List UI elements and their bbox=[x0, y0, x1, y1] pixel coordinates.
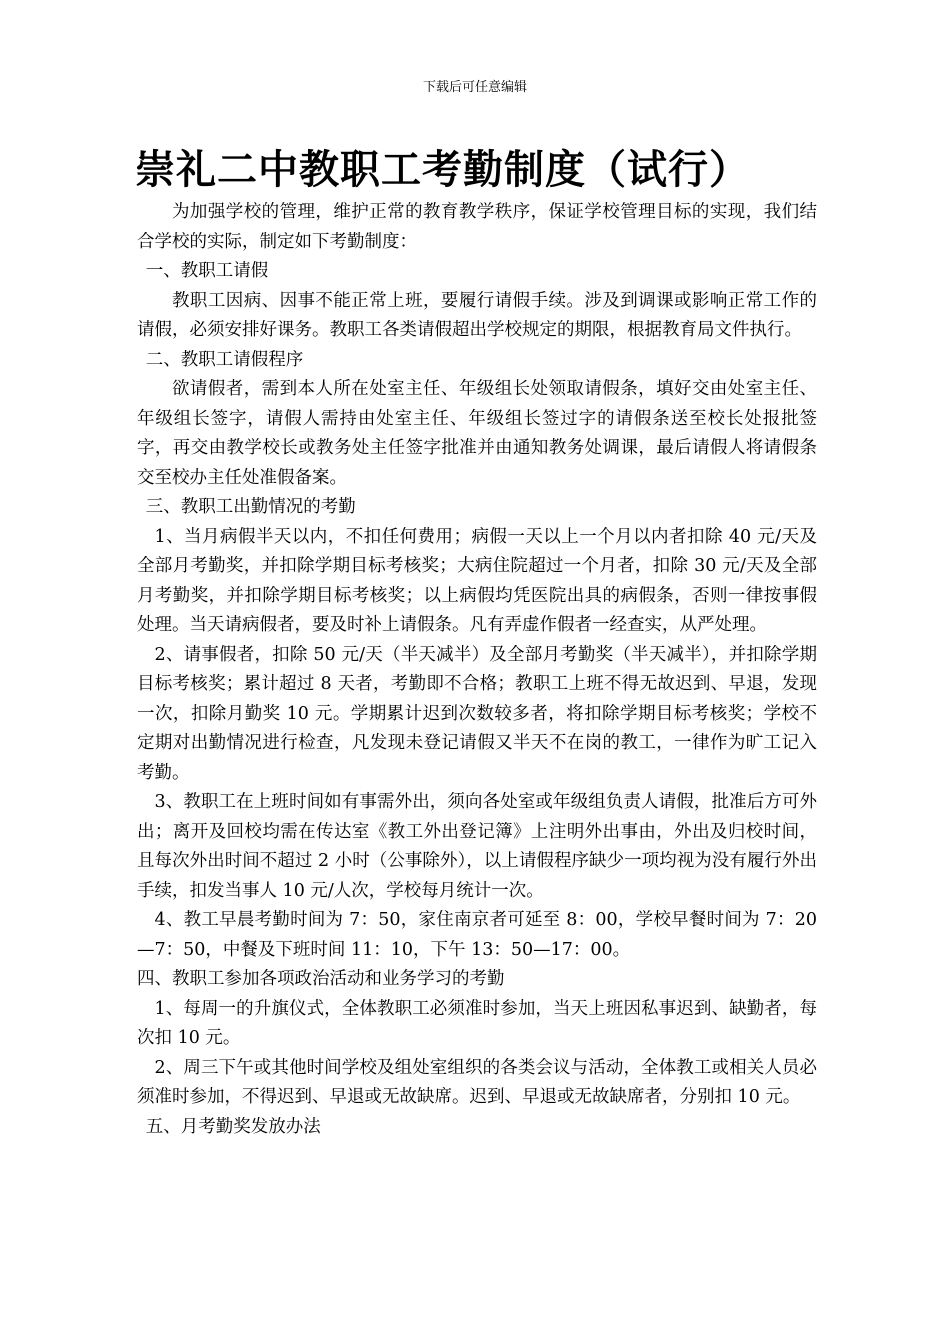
paragraph: 3、教职工在上班时间如有事需外出，须向各处室或年级组负责人请假，批准后方可外出；离开及回校均需在传达室《教工外出登记簿》上注明外出事由，外出及归校时间，且每次外出时间不超过 2 小时（公事除外），以上请假程序缺少一项均视为没有履行外出手续，扣发当事人 10 元/人次，学校每月统计一次。 bbox=[137, 792, 817, 901]
paragraph: 2、周三下午或其他时间学校及组处室组织的各类会议与活动，全体教工或相关人员必须准时参加，不得迟到、早退或无故缺席。迟到、早退或无故缺席者，分别扣 10 元。 bbox=[137, 1057, 817, 1107]
paragraph: 欲请假者，需到本人所在处室主任、年级组长处领取请假条，填好交由处室主任、年级组长签字，请假人需持由处室主任、年级组长签过字的请假条送至校长处报批签字，再交由教学校长或教务处主任签字批准并由通知教务处调课，最后请假人将请假条交至校办主任处准假备案。 bbox=[137, 379, 817, 488]
section-heading: 三、教职工出勤情况的考勤 bbox=[145, 497, 356, 517]
paragraph: 1、当月病假半天以内，不扣任何费用；病假一天以上一个月以内者扣除 40 元/天及全部月考勤奖，并扣除学期目标考核奖；大病住院超过一个月者，扣除 30 元/天及全部月考勤奖，并扣除学期目标考核奖；以上病假均凭医院出具的病假条，否则一律按事假处理。当天请病假者，要及时补上请假条。凡有弄虚作假者一经查实，从严处理。 bbox=[137, 526, 817, 635]
page-header: 下载后可任意编辑 bbox=[422, 80, 527, 95]
section-heading: 五、月考勤奖发放办法 bbox=[145, 1116, 321, 1137]
section-heading: 四、教职工参加各项政治活动和业务学习的考勤 bbox=[137, 969, 505, 989]
paragraph: 1、每周一的升旗仪式，全体教职工必须准时参加，当天上班因私事迟到、缺勤者，每次扣 10 元。 bbox=[137, 998, 817, 1048]
paragraph: 4、教工早晨考勤时间为 7：50，家住南京者可延至 8：00，学校早餐时间为 7：20—7：50，中餐及下班时间 11：10，下午 13：50—17：00。 bbox=[137, 910, 817, 960]
paragraph: 2、请事假者，扣除 50 元/天（半天减半）及全部月考勤奖（半天减半），并扣除学期目标考核奖；累计超过 8 天者，考勤即不合格；教职工上班不得无故迟到、早退，发现一次，扣除月勤奖 10 元。学期累计迟到次数较多者，将扣除学期目标考核奖；学校不定期对出勤情况进行检查，凡发现未登记请假又半天不在岗的教工，一律作为旷工记入考勤。 bbox=[137, 644, 817, 783]
section-heading: 二、教职工请假程序 bbox=[145, 349, 304, 370]
document-title: 崇礼二中教职工考勤制度（试行） bbox=[135, 147, 750, 193]
document-body bbox=[137, 198, 817, 1142]
section-heading: 一、教职工请假 bbox=[145, 261, 269, 281]
paragraph: 教职工因病、因事不能正常上班，要履行请假手续。涉及到调课或影响正常工作的请假，必须安排好课务。教职工各类请假超出学校规定的期限，根据教育局文件执行。 bbox=[137, 290, 817, 340]
paragraph: 为加强学校的管理，维护正常的教育教学秩序，保证学校管理目标的实现，我们结合学校的实际，制定如下考勤制度： bbox=[137, 202, 817, 252]
